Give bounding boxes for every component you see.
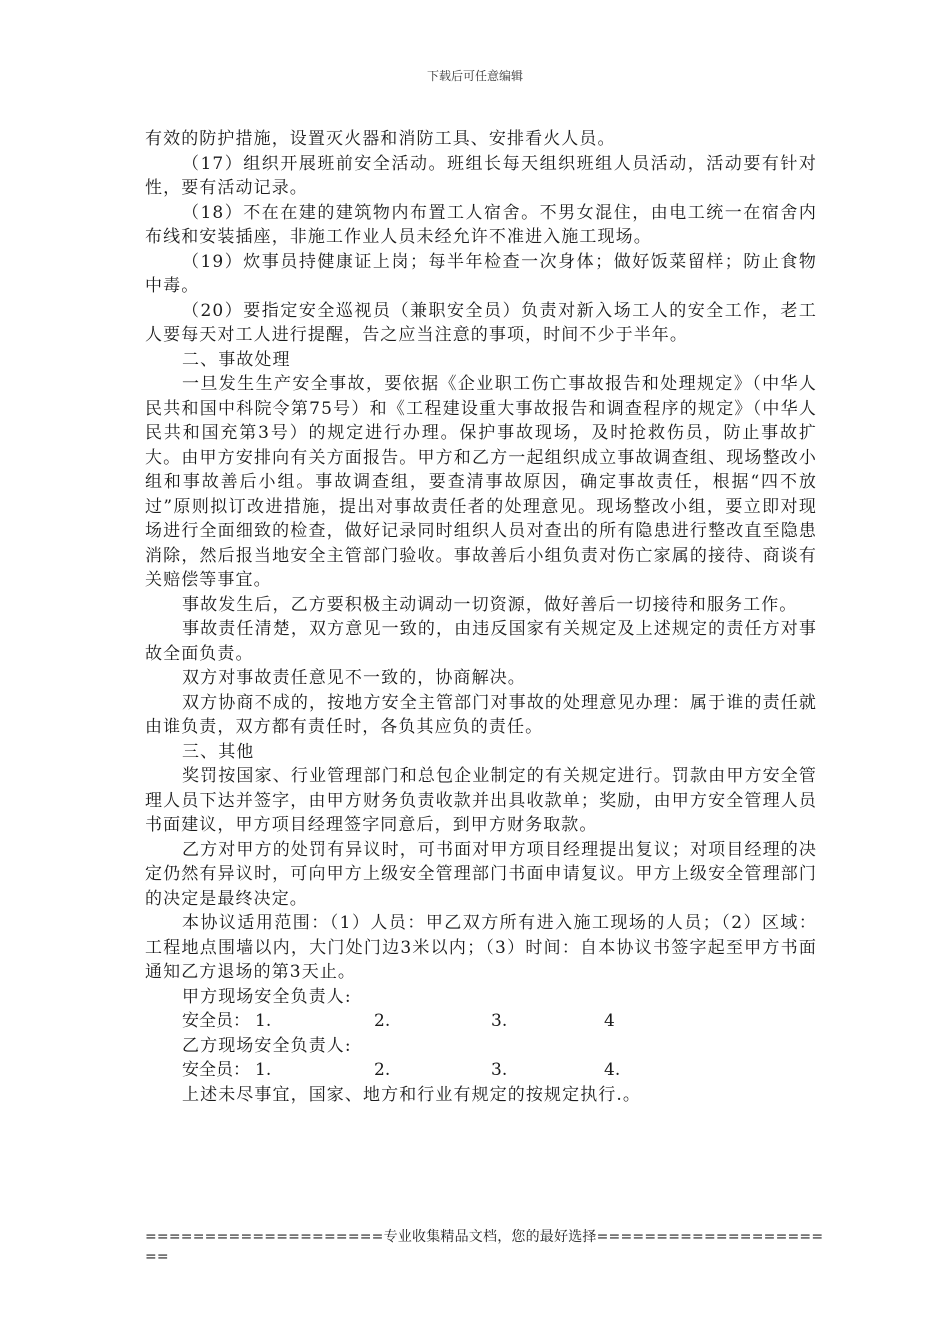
- section-heading-other: 三、其他: [182, 741, 255, 762]
- closing-statement: 上述未尽事宜，国家、地方和行业有规定的按规定执行.。: [182, 1084, 642, 1105]
- paragraph-rewards-penalties: 奖罚按国家、行业管理部门和总包企业制定的有关规定进行。罚款由甲方安全管理人员下达并签字，由甲方财务负责收款并出具收款单；奖励，由甲方安全管理人员书面建议，甲方项目经理签字同意后，到甲方财务取款。: [145, 766, 817, 835]
- officer-slot-2: 2.: [374, 1060, 391, 1080]
- officer-slot-4: 4.: [604, 1060, 621, 1080]
- officer-slot-1: 1.: [255, 1060, 272, 1080]
- paragraph-clear-responsibility: 事故责任清楚，双方意见一致的，由违反国家有关规定及上述规定的责任方对事故全面负责。: [145, 619, 817, 664]
- officer-slot-1: 1.: [255, 1011, 272, 1031]
- officer-slot-3: 3.: [491, 1060, 508, 1080]
- safety-officer-label: 安全员：: [182, 1060, 250, 1080]
- officer-slot-3: 3.: [491, 1011, 508, 1031]
- page-footer: ====================专业收集精品文档，您的最好选择=====================: [145, 1229, 824, 1265]
- paragraph-objection: 乙方对甲方的处罚有异议时，可书面对甲方项目经理提出复议；对项目经理的决定仍然有异议时，可向甲方上级安全管理部门书面申请复议。甲方上级安全管理部门的决定是最终决定。: [145, 839, 817, 909]
- paragraph-negotiation-failed: 双方协商不成的，按地方安全主管部门对事故的处理意见办理：属于谁的责任就由谁负责，双方都有责任时，各负其应负的责任。: [145, 692, 817, 737]
- section-heading-accident: 二、事故处理: [182, 349, 291, 370]
- party-b-safety-officers: [145, 1058, 817, 1083]
- paragraph-1: 有效的防护措施，设置灭火器和消防工具、安排看火人员。: [145, 129, 616, 149]
- paragraph-item-17: （17）组织开展班前安全活动。班组长每天组织班组人员活动，活动要有针对性，要有活动记录。: [145, 153, 817, 198]
- paragraph-scope: 本协议适用范围：（1）人员：甲乙双方所有进入施工现场的人员；（2）区域：工程地点围墙以内，大门处门边3米以内；（3）时间：自本协议书签字起至甲方书面通知乙方退场的第3天止。: [145, 913, 817, 982]
- paragraph-item-18: （18）不在在建的建筑物内布置工人宿舍。不男女混住，由电工统一在宿舍内布线和安装插座，非施工作业人员未经允许不准进入施工现场。: [145, 202, 817, 247]
- paragraph-item-19: （19）炊事员持健康证上岗；每半年检查一次身体；做好饭菜留样；防止食物中毒。: [145, 251, 817, 296]
- party-a-safety-officers: [145, 1009, 817, 1034]
- safety-officer-label: 安全员：: [182, 1011, 250, 1031]
- paragraph-after-accident: 事故发生后，乙方要积极主动调动一切资源，做好善后一切接待和服务工作。: [182, 594, 798, 615]
- party-b-safety-lead: 乙方现场安全负责人:: [182, 1035, 352, 1056]
- officer-slot-2: 2.: [374, 1011, 391, 1031]
- paragraph-item-20: （20）要指定安全巡视员（兼职安全员）负责对新入场工人的安全工作，老工人要每天对工人进行提醒，告之应当注意的事项，时间不少于半年。: [145, 300, 817, 345]
- document-body: [145, 127, 817, 1107]
- officer-slot-4: 4: [604, 1011, 615, 1031]
- paragraph-disagreement: 双方对事故责任意见不一致的，协商解决。: [182, 668, 526, 688]
- party-a-safety-lead: 甲方现场安全负责人:: [182, 986, 352, 1007]
- paragraph-accident-procedure: 一旦发生生产安全事故，要依据《企业职工伤亡事故报告和处理规定》（中华人民共和国中科院令第75号）和《工程建设重大事故报告和调查程序的规定》（中华人民共和国充第3号）的规定进行办理。保护事故现场，及时抢救伤员，防止事故扩大。由甲方安排向有关方面报告。甲方和乙方一起组织成立事故调查组、现场整改小组和事故善后小组。事故调查组，要查清事故原因，确定事故责任，根据“四不放过”原则拟订改进措施，提出对事故责任者的处理意见。现场整改小组，要立即对现场进行全面细致的检查，做好记录同时组织人员对查出的所有隐患进行整改直至隐患消除，然后报当地安全主管部门验收。事故善后小组负责对伤亡家属的接待、商谈有关赔偿等事宜。: [145, 374, 817, 590]
- page-header: 下载后可任意编辑: [426, 69, 523, 83]
